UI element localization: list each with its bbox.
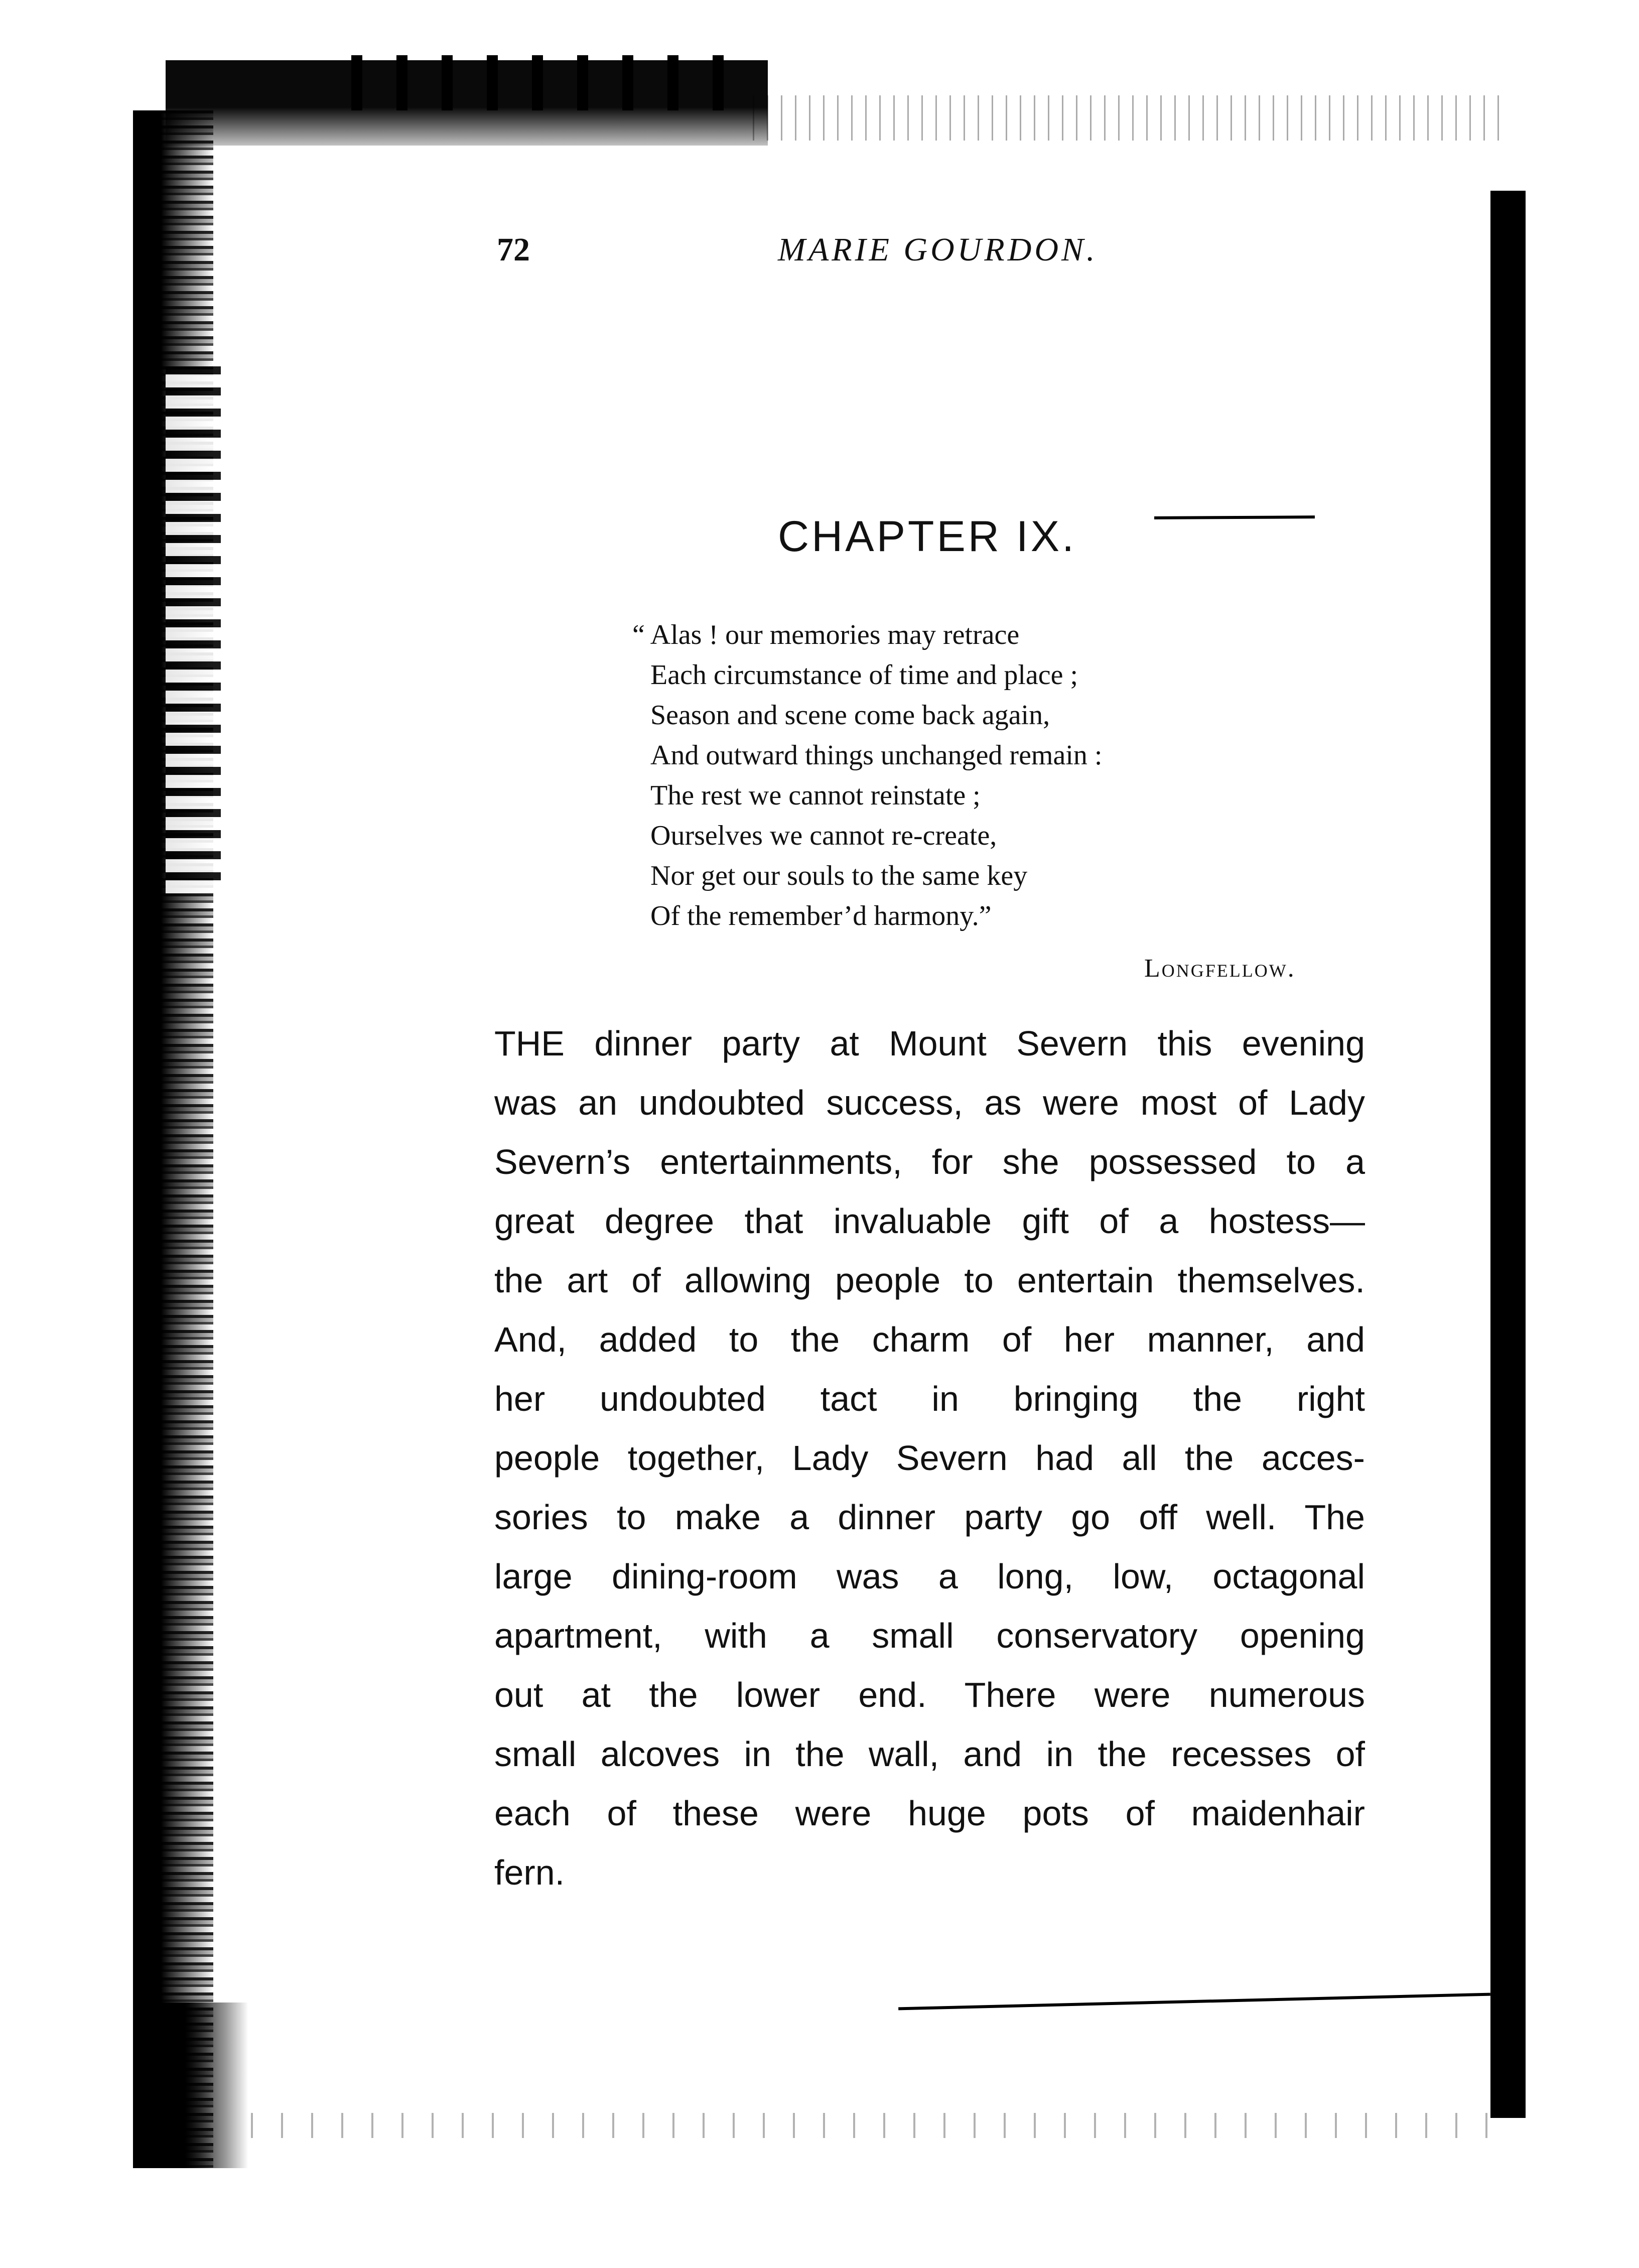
body-line: each of these were huge pots of maidenhair (494, 1794, 1365, 1833)
scan-marks-top (351, 55, 753, 110)
pencil-rule-bottom (898, 1993, 1490, 2011)
book-spine-stripes (166, 366, 221, 893)
epigraph-line: Ourselves we cannot re-create, (650, 820, 997, 851)
scan-speckle-top (753, 95, 1506, 141)
epigraph-line: Each circumstance of time and place ; (650, 659, 1078, 691)
epigraph-line: “ Alas ! our memories may retrace (632, 619, 1020, 650)
book-spine-shadow-bottom (133, 2003, 248, 2168)
body-line: people together, Lady Severn had all the acces- (494, 1438, 1365, 1478)
page-number: 72 (497, 231, 530, 268)
body-line: large dining-room was a long, low, octagonal (494, 1557, 1365, 1596)
page-edge-shadow (1490, 191, 1526, 2118)
body-line: fern. (494, 1853, 565, 1892)
body-line: out at the lower end. There were numerous (494, 1675, 1365, 1714)
epigraph-line: Season and scene come back again, (650, 700, 1050, 731)
body-line: THE dinner party at Mount Severn this evening (494, 1024, 1365, 1063)
scan-speckle-bottom (251, 2113, 1495, 2138)
pencil-rule-top (1154, 515, 1315, 519)
epigraph (632, 615, 1335, 936)
epigraph-line: Nor get our souls to the same key (650, 860, 1028, 891)
epigraph-line: And outward things unchanged remain : (650, 740, 1103, 771)
body-line: great degree that invaluable gift of a hostess— (494, 1202, 1365, 1241)
body-line: Severn’s entertainments, for she possessed to a (494, 1142, 1365, 1181)
body-paragraph (494, 1014, 1365, 1902)
book-title: MARIE GOURDON. (778, 231, 1098, 268)
body-line: apartment, with a small conservatory opening (494, 1616, 1365, 1655)
body-line: was an undoubted success, as were most of Lady (494, 1083, 1365, 1122)
chapter-heading: CHAPTER IX. (778, 512, 1076, 561)
running-head (497, 231, 1129, 276)
body-line: the art of allowing people to entertain themselves. (494, 1261, 1365, 1300)
epigraph-line: Of the remember’d harmony.” (650, 900, 992, 931)
epigraph-attribution: Longfellow. (1144, 954, 1296, 983)
epigraph-line: The rest we cannot reinstate ; (650, 780, 981, 811)
body-line: sories to make a dinner party go off well. The (494, 1498, 1365, 1537)
body-line: small alcoves in the wall, and in the recesses of (494, 1735, 1365, 1774)
body-line: And, added to the charm of her manner, and (494, 1320, 1365, 1359)
body-line: her undoubted tact in bringing the right (494, 1379, 1365, 1418)
